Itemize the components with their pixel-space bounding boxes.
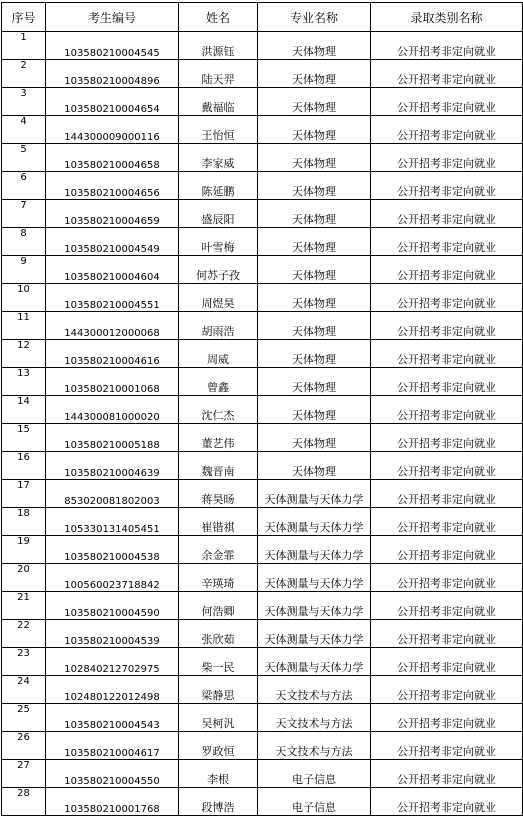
table-row [2, 144, 523, 172]
cell-major: 天体物理 [258, 172, 371, 200]
table-row [2, 88, 523, 116]
cell-index: 21 [2, 592, 46, 620]
table-row [2, 788, 523, 816]
cell-exam-id: 103580210004616 [46, 340, 179, 368]
cell-major: 天文技术与方法 [258, 676, 371, 704]
cell-index: 19 [2, 536, 46, 564]
cell-index: 10 [2, 284, 46, 312]
cell-major: 天文技术与方法 [258, 732, 371, 760]
cell-name: 沈仁杰 [179, 396, 258, 424]
cell-name: 叶雪梅 [179, 228, 258, 256]
table-row [2, 508, 523, 536]
cell-index: 18 [2, 508, 46, 536]
cell-category: 公开招考非定向就业 [371, 228, 523, 256]
cell-index: 20 [2, 564, 46, 592]
cell-category: 公开招考非定向就业 [371, 676, 523, 704]
cell-major: 天体物理 [258, 116, 371, 144]
cell-index: 16 [2, 452, 46, 480]
cell-exam-id: 144300081000020 [46, 396, 179, 424]
cell-exam-id: 103580210004539 [46, 620, 179, 648]
cell-name: 张欣茹 [179, 620, 258, 648]
cell-index: 24 [2, 676, 46, 704]
cell-category: 公开招考非定向就业 [371, 88, 523, 116]
table-row [2, 592, 523, 620]
cell-name: 柴一民 [179, 648, 258, 676]
cell-category: 公开招考非定向就业 [371, 200, 523, 228]
cell-exam-id: 103580210004604 [46, 256, 179, 284]
cell-category: 公开招考非定向就业 [371, 592, 523, 620]
cell-index: 2 [2, 60, 46, 88]
cell-index: 12 [2, 340, 46, 368]
cell-major: 天体测量与天体力学 [258, 620, 371, 648]
cell-major: 天体测量与天体力学 [258, 480, 371, 508]
cell-exam-id: 103580210004551 [46, 284, 179, 312]
table-row [2, 564, 523, 592]
cell-exam-id: 103580210004658 [46, 144, 179, 172]
cell-name: 董艺伟 [179, 424, 258, 452]
table-row [2, 200, 523, 228]
cell-exam-id: 853020081802003 [46, 480, 179, 508]
table-row [2, 116, 523, 144]
cell-index: 26 [2, 732, 46, 760]
cell-major: 天体物理 [258, 312, 371, 340]
cell-name: 何浩卿 [179, 592, 258, 620]
table-row [2, 760, 523, 788]
cell-index: 14 [2, 396, 46, 424]
table-row [2, 452, 523, 480]
cell-major: 天体物理 [258, 256, 371, 284]
cell-category: 公开招考非定向就业 [371, 424, 523, 452]
cell-category: 公开招考非定向就业 [371, 368, 523, 396]
cell-exam-id: 103580210004549 [46, 228, 179, 256]
cell-index: 15 [2, 424, 46, 452]
cell-index: 27 [2, 760, 46, 788]
cell-major: 天体物理 [258, 368, 371, 396]
cell-major: 天体物理 [258, 396, 371, 424]
cell-name: 罗政恒 [179, 732, 258, 760]
cell-major: 电子信息 [258, 760, 371, 788]
cell-category: 公开招考非定向就业 [371, 508, 523, 536]
admission-table [1, 2, 523, 816]
cell-index: 8 [2, 228, 46, 256]
cell-index: 23 [2, 648, 46, 676]
cell-name: 魏晋南 [179, 452, 258, 480]
table-row [2, 256, 523, 284]
cell-name: 盛辰阳 [179, 200, 258, 228]
cell-category: 公开招考非定向就业 [371, 648, 523, 676]
table-row [2, 284, 523, 312]
table-row [2, 732, 523, 760]
cell-exam-id: 103580210004617 [46, 732, 179, 760]
header-major: 专业名称 [258, 3, 371, 32]
table-row [2, 396, 523, 424]
table-row [2, 648, 523, 676]
cell-category: 公开招考非定向就业 [371, 32, 523, 60]
cell-index: 11 [2, 312, 46, 340]
table-row [2, 32, 523, 60]
cell-category: 公开招考非定向就业 [371, 760, 523, 788]
cell-index: 25 [2, 704, 46, 732]
cell-major: 天体物理 [258, 144, 371, 172]
cell-major: 天体测量与天体力学 [258, 508, 371, 536]
cell-exam-id: 103580210004545 [46, 32, 179, 60]
cell-major: 天体物理 [258, 88, 371, 116]
cell-name: 曾鑫 [179, 368, 258, 396]
cell-name: 周威 [179, 340, 258, 368]
table-body [2, 32, 523, 816]
cell-name: 陆天羿 [179, 60, 258, 88]
cell-name: 余金霏 [179, 536, 258, 564]
cell-exam-id: 103580210001068 [46, 368, 179, 396]
header-row [2, 3, 523, 32]
cell-exam-id: 103580210004543 [46, 704, 179, 732]
cell-category: 公开招考非定向就业 [371, 788, 523, 816]
cell-category: 公开招考非定向就业 [371, 480, 523, 508]
cell-exam-id: 103580210004639 [46, 452, 179, 480]
cell-index: 17 [2, 480, 46, 508]
cell-exam-id: 103580210004590 [46, 592, 179, 620]
cell-index: 28 [2, 788, 46, 816]
cell-exam-id: 103580210005188 [46, 424, 179, 452]
header-exam-id: 考生编号 [46, 3, 179, 32]
cell-exam-id: 105330131405451 [46, 508, 179, 536]
cell-name: 李家威 [179, 144, 258, 172]
cell-index: 13 [2, 368, 46, 396]
table-row [2, 368, 523, 396]
cell-category: 公开招考非定向就业 [371, 564, 523, 592]
cell-major: 天体物理 [258, 200, 371, 228]
cell-category: 公开招考非定向就业 [371, 732, 523, 760]
cell-index: 3 [2, 88, 46, 116]
table-row [2, 424, 523, 452]
cell-index: 7 [2, 200, 46, 228]
cell-name: 戴福临 [179, 88, 258, 116]
cell-name: 李根 [179, 760, 258, 788]
cell-name: 王怡恒 [179, 116, 258, 144]
cell-major: 天体测量与天体力学 [258, 536, 371, 564]
header-category: 录取类别名称 [371, 3, 523, 32]
cell-category: 公开招考非定向就业 [371, 144, 523, 172]
table-row [2, 480, 523, 508]
cell-exam-id: 144300012000068 [46, 312, 179, 340]
cell-name: 段博浩 [179, 788, 258, 816]
table-row [2, 228, 523, 256]
cell-exam-id: 103580210004550 [46, 760, 179, 788]
cell-index: 9 [2, 256, 46, 284]
cell-index: 5 [2, 144, 46, 172]
cell-category: 公开招考非定向就业 [371, 312, 523, 340]
cell-major: 天体物理 [258, 60, 371, 88]
cell-major: 天体物理 [258, 32, 371, 60]
cell-exam-id: 144300009000116 [46, 116, 179, 144]
cell-major: 天体测量与天体力学 [258, 592, 371, 620]
table-row [2, 172, 523, 200]
cell-name: 蒋昊旸 [179, 480, 258, 508]
cell-exam-id: 103580210004654 [46, 88, 179, 116]
cell-category: 公开招考非定向就业 [371, 536, 523, 564]
cell-name: 崔锴祺 [179, 508, 258, 536]
cell-exam-id: 103580210001768 [46, 788, 179, 816]
table-row [2, 676, 523, 704]
cell-name: 周煜昊 [179, 284, 258, 312]
cell-name: 胡雨浩 [179, 312, 258, 340]
cell-category: 公开招考非定向就业 [371, 340, 523, 368]
cell-major: 天体物理 [258, 452, 371, 480]
cell-name: 洪源钰 [179, 32, 258, 60]
cell-index: 22 [2, 620, 46, 648]
cell-index: 6 [2, 172, 46, 200]
cell-exam-id: 103580210004656 [46, 172, 179, 200]
cell-category: 公开招考非定向就业 [371, 284, 523, 312]
cell-name: 辛瑛琦 [179, 564, 258, 592]
cell-category: 公开招考非定向就业 [371, 396, 523, 424]
cell-name: 吴柯汎 [179, 704, 258, 732]
table-row [2, 536, 523, 564]
cell-exam-id: 103580210004659 [46, 200, 179, 228]
cell-exam-id: 102840212702975 [46, 648, 179, 676]
cell-name: 何苏子孜 [179, 256, 258, 284]
cell-category: 公开招考非定向就业 [371, 60, 523, 88]
cell-index: 1 [2, 32, 46, 60]
cell-major: 天体测量与天体力学 [258, 564, 371, 592]
cell-exam-id: 100560023718842 [46, 564, 179, 592]
cell-major: 天文技术与方法 [258, 704, 371, 732]
cell-major: 天体物理 [258, 228, 371, 256]
cell-name: 梁静思 [179, 676, 258, 704]
cell-name: 陈延鹏 [179, 172, 258, 200]
cell-category: 公开招考非定向就业 [371, 452, 523, 480]
table-row [2, 60, 523, 88]
cell-major: 天体测量与天体力学 [258, 648, 371, 676]
cell-exam-id: 103580210004538 [46, 536, 179, 564]
header-name: 姓名 [179, 3, 258, 32]
cell-major: 电子信息 [258, 788, 371, 816]
header-index: 序号 [2, 3, 46, 32]
table-row [2, 340, 523, 368]
cell-major: 天体物理 [258, 284, 371, 312]
cell-category: 公开招考非定向就业 [371, 620, 523, 648]
table-row [2, 312, 523, 340]
cell-category: 公开招考非定向就业 [371, 256, 523, 284]
cell-exam-id: 103580210004896 [46, 60, 179, 88]
cell-major: 天体物理 [258, 340, 371, 368]
table-row [2, 704, 523, 732]
cell-category: 公开招考非定向就业 [371, 704, 523, 732]
cell-exam-id: 102480122012498 [46, 676, 179, 704]
cell-index: 4 [2, 116, 46, 144]
cell-category: 公开招考非定向就业 [371, 172, 523, 200]
cell-major: 天体物理 [258, 424, 371, 452]
table-row [2, 620, 523, 648]
cell-category: 公开招考非定向就业 [371, 116, 523, 144]
